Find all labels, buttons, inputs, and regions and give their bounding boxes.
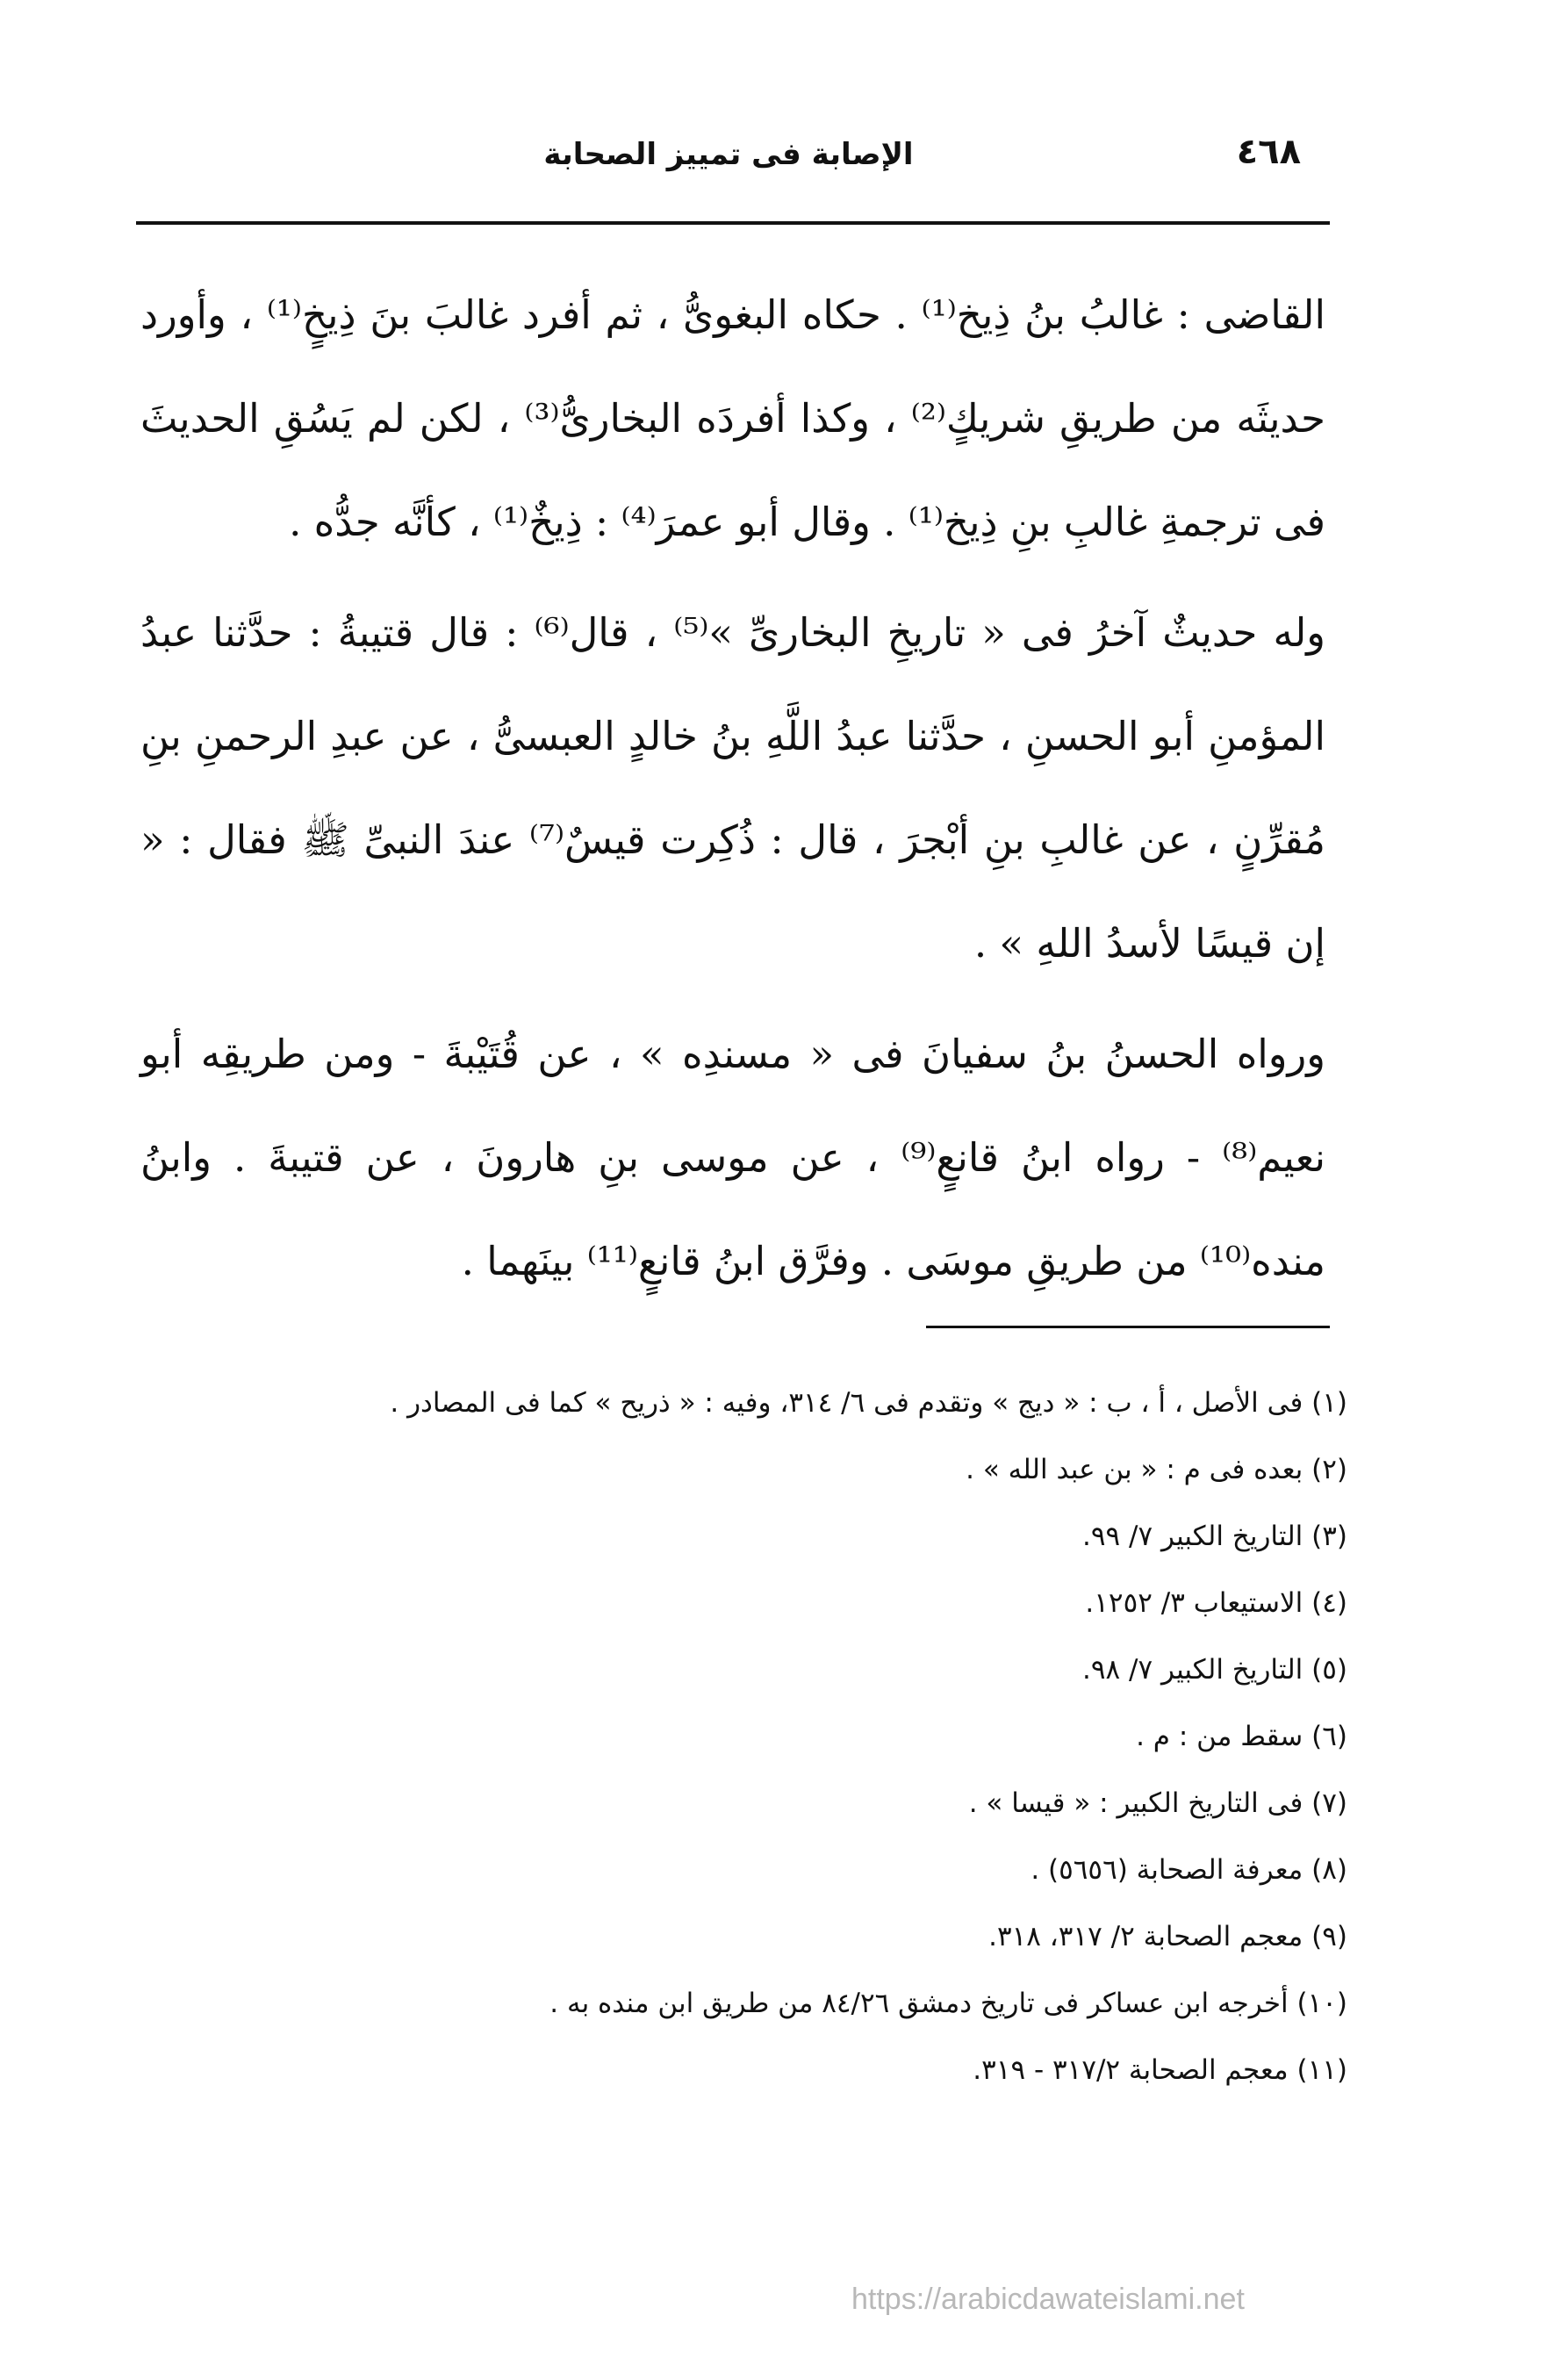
running-title: الإصابة فى تمييز الصحابة <box>543 137 914 172</box>
page-header <box>132 132 1325 193</box>
footnote: (١٠) أخرجه ابن عساكر فى تاريخ دمشق ٨٤/٢٦ من طريق ابن منده به . <box>549 1988 1347 2019</box>
paragraph: وله حديثٌ آخرُ فى « تاريخِ البخارىِّ »⁽⁵⁾ ، قال⁽⁶⁾ : قال قتيبةُ : حدَّثنا عبدُ المؤمنِ أبو الحسنِ ، حدَّثنا عبدُ اللَّهِ بنُ خالدٍ العبسىُّ ، عن عبدِ الرحمنِ بنِ مُقرِّنٍ ، عن غالبِ بنِ أبْجرَ ، قال : ذُكِرت قيسٌ⁽⁷⁾ عندَ النبىِّ ﷺ فقال : « إن قيسًا لأسدُ اللهِ » . <box>140 609 1326 967</box>
footnote: (٦) سقط من : م . <box>1136 1721 1347 1752</box>
paragraph: ورواه الحسنُ بنُ سفيانَ فى « مسندِه » ، عن قُتَيْبةَ - ومن طريقِه أبو نعيم⁽⁸⁾ - رواه ابنُ قانعٍ⁽⁹⁾ ، عن موسى بنِ هارونَ ، عن قتيبةَ . وابنُ منده⁽¹⁰⁾ من طريقِ موسَى . وفرَّق ابنُ قانعٍ⁽¹¹⁾ بينَهما . <box>140 1031 1326 1284</box>
footnote: (٨) معرفة الصحابة (٥٦٥٦) . <box>1031 1854 1347 1886</box>
footnote: (٤) الاستيعاب ٣/ ١٢٥٢. <box>1085 1587 1347 1619</box>
paragraph: القاضى : غالبُ بنُ ذِيخ⁽¹⁾ . حكاه البغوىُّ ، ثم أفرد غالبَ بنَ ذِيخٍ⁽¹⁾ ، وأورد حديثَه من طريقِ شريكٍ⁽²⁾ ، وكذا أفردَه البخارىُّ⁽³⁾ ، لكن لم يَسُقِ الحديثَ فى ترجمةِ غالبِ بنِ ذِيخ⁽¹⁾ . وقال أبو عمرَ⁽⁴⁾ : ذِيخٌ⁽¹⁾ ، كأنَّه جدُّه . <box>140 291 1325 545</box>
footnote: (١١) معجم الصحابة ٣١٧/٢ - ٣١٩. <box>973 2054 1347 2086</box>
footnote: (٣) التاريخ الكبير ٧/ ٩٩. <box>1081 1521 1347 1552</box>
page-number: ٤٦٨ <box>1236 132 1301 172</box>
footnote: (٥) التاريخ الكبير ٧/ ٩٨. <box>1081 1654 1347 1686</box>
header-rule <box>136 221 1330 225</box>
watermark-url: https://arabicdawateislami.net <box>851 2283 1245 2316</box>
footnote: (٧) فى التاريخ الكبير : « قيسا » . <box>968 1787 1347 1819</box>
main-text <box>140 263 1325 1320</box>
footnote: (٢) بعده فى م : « بن عبد الله » . <box>966 1454 1347 1485</box>
footnote: (٩) معجم الصحابة ٢/ ٣١٧، ٣١٨. <box>988 1921 1347 1952</box>
footnotes <box>176 1370 1347 2103</box>
footnote-separator <box>926 1326 1330 1328</box>
footnote: (١) فى الأصل ، أ ، ب : « ديج » وتقدم فى ٦/ ٣١٤، وفيه : « ذريح » كما فى المصادر . <box>390 1387 1347 1419</box>
